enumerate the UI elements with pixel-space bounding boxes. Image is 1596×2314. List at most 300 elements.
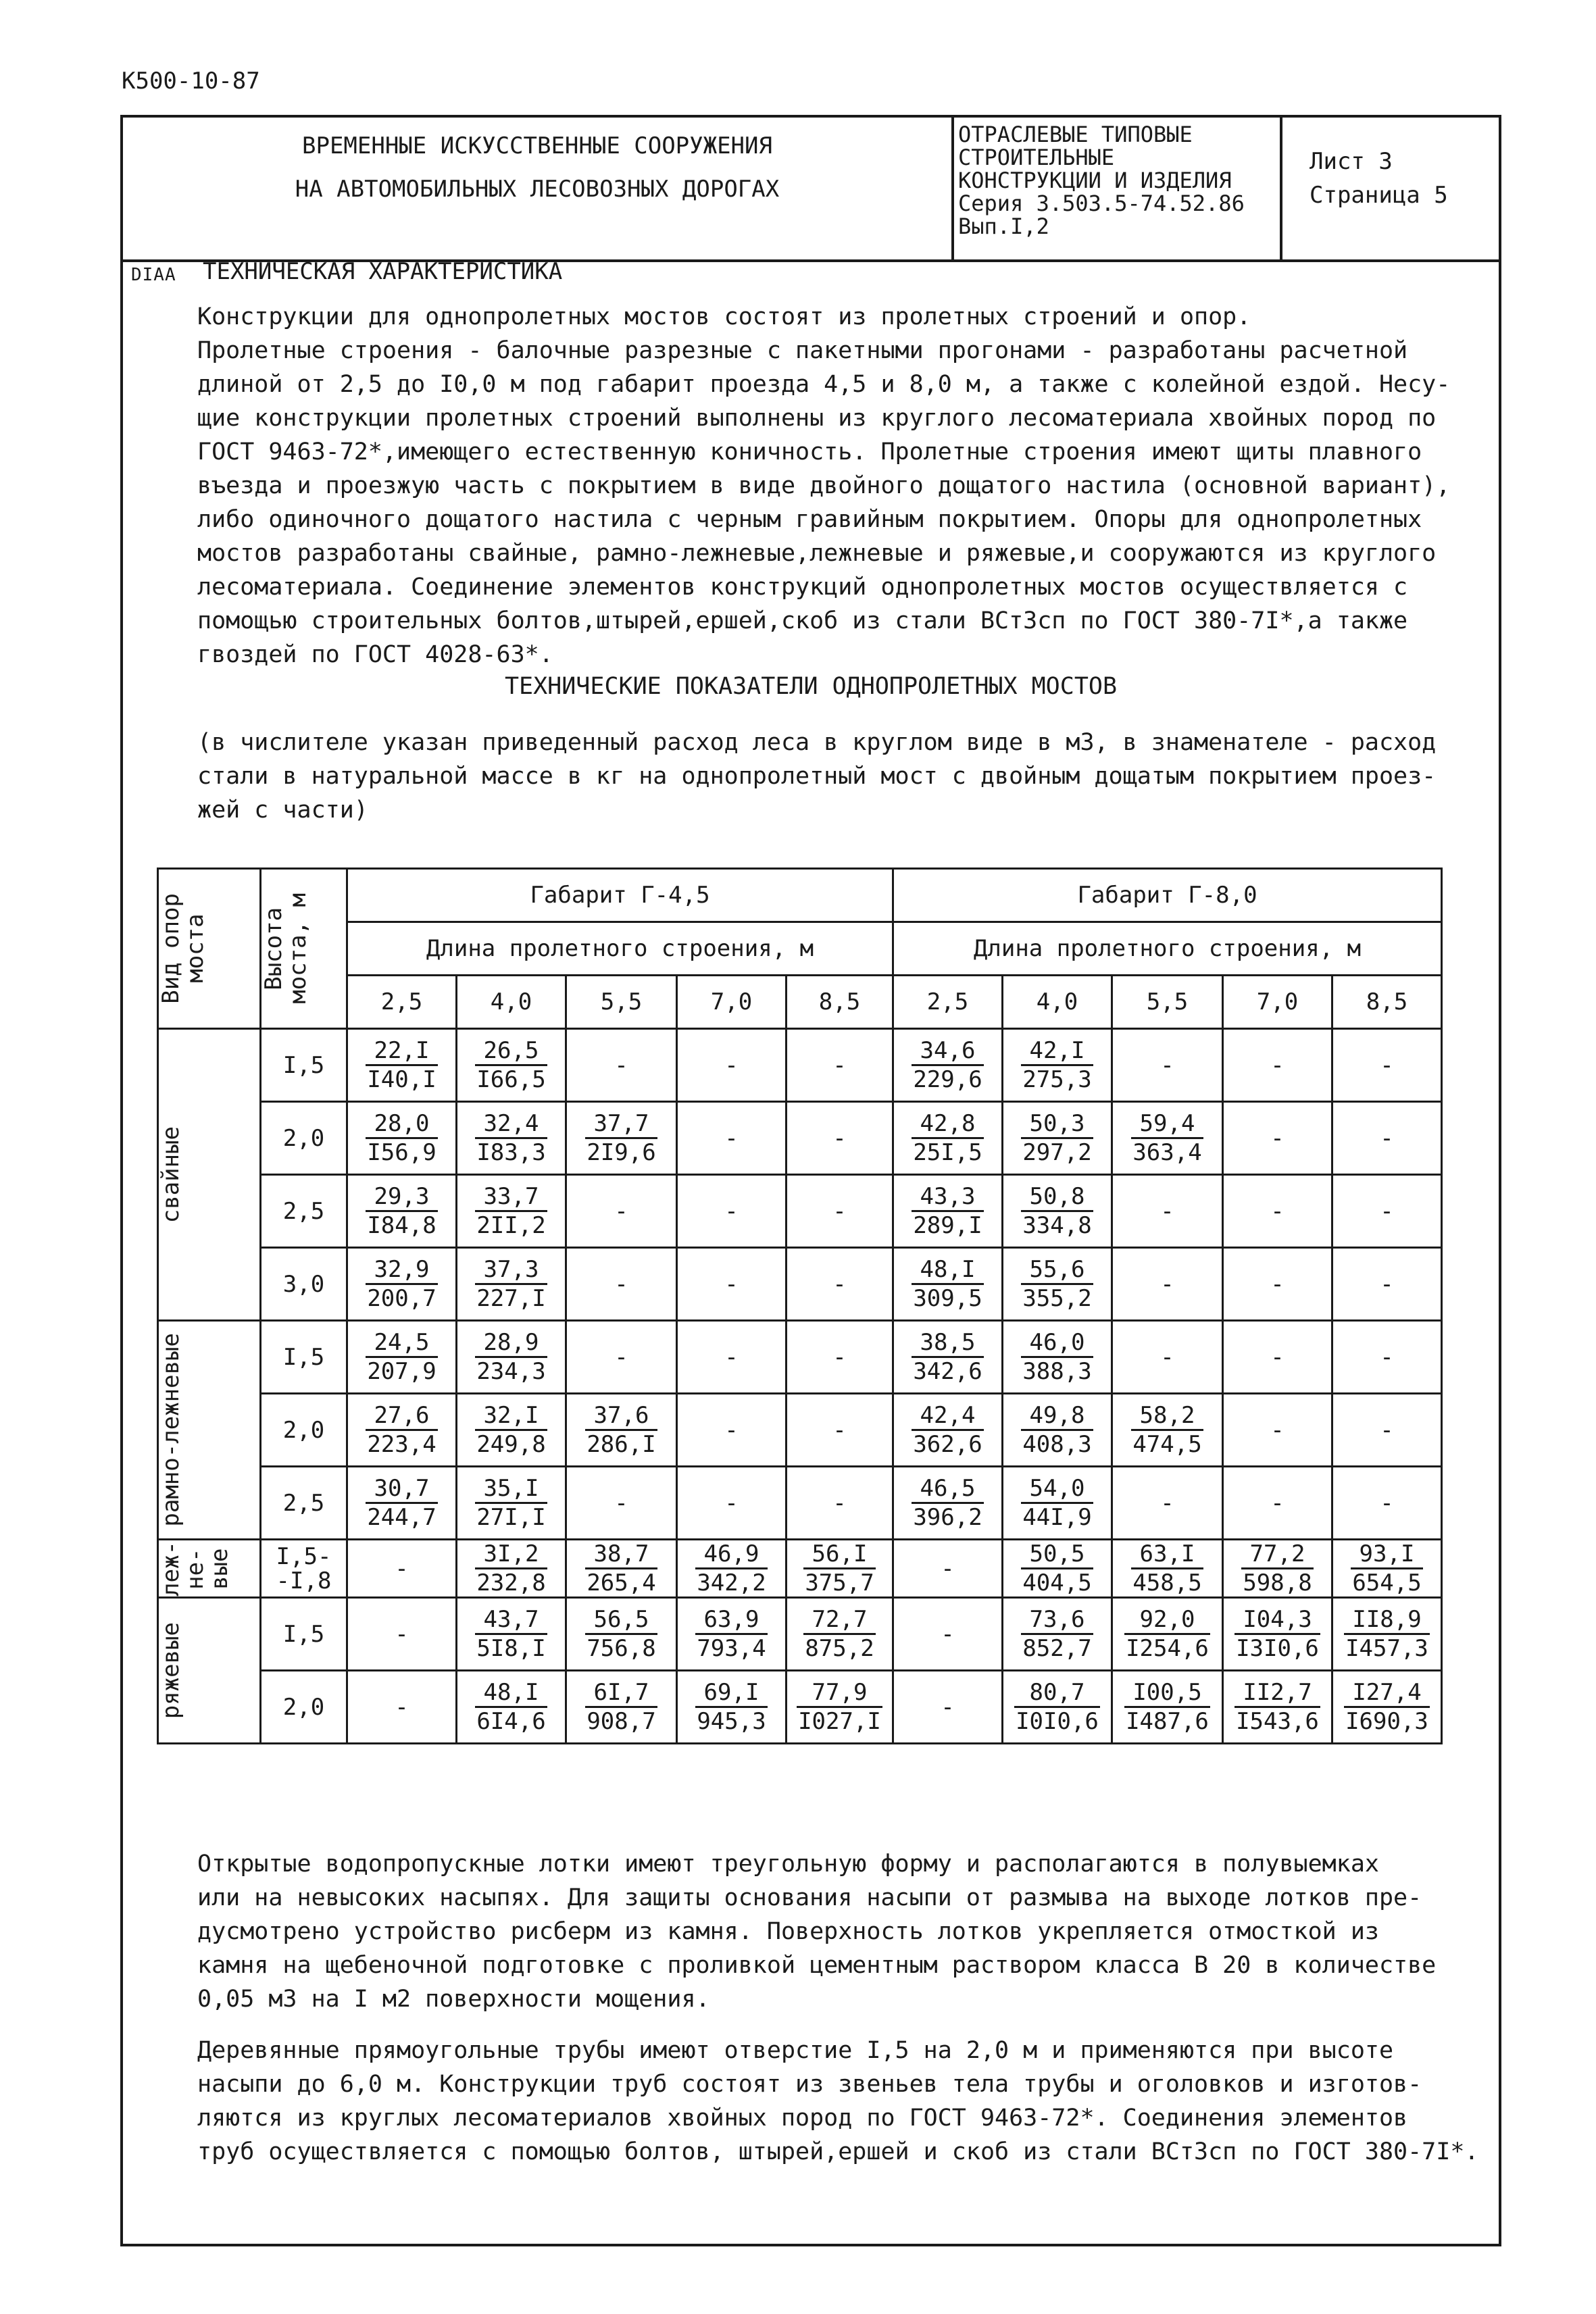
steel-mass: I0I0,6 xyxy=(1016,1708,1099,1735)
header-height xyxy=(261,869,347,1029)
fraction xyxy=(475,1110,547,1166)
fraction xyxy=(585,1540,657,1596)
timber-volume: 50,8 xyxy=(1021,1183,1093,1212)
table-cell xyxy=(347,1029,457,1102)
timber-volume: 37,6 xyxy=(585,1402,657,1431)
steel-mass: 342,2 xyxy=(697,1569,766,1596)
bridge-height: 2,5 xyxy=(261,1467,347,1540)
table-cell xyxy=(457,1321,566,1394)
table-cell xyxy=(1332,1540,1442,1598)
fraction xyxy=(1021,1256,1093,1312)
steel-mass: I40,I xyxy=(367,1066,437,1093)
steel-mass: I84,8 xyxy=(367,1212,437,1239)
code-mark: DIAA xyxy=(131,265,176,285)
table-cell xyxy=(893,1321,1003,1394)
fraction xyxy=(1021,1540,1093,1596)
series-line-4: Серия 3.503.5-74.52.86 xyxy=(958,191,1245,216)
steel-mass: 793,4 xyxy=(697,1635,766,1662)
table-cell xyxy=(566,1598,677,1671)
timber-volume: 38,5 xyxy=(912,1329,983,1358)
support-group-label: ряжевые xyxy=(157,1621,184,1719)
span-length-header-1: Длина пролетного строения, м xyxy=(347,922,893,976)
timber-volume: 30,7 xyxy=(366,1475,437,1504)
table-cell: - xyxy=(787,1029,893,1102)
steel-mass: 309,5 xyxy=(913,1285,982,1312)
support-group-label: леж- не- вые xyxy=(157,1540,233,1596)
gabarit-2-header: Габарит Г-8,0 xyxy=(893,869,1442,922)
table-cell xyxy=(457,1102,566,1175)
steel-mass: 375,7 xyxy=(805,1569,874,1596)
table-cell xyxy=(1003,1175,1112,1248)
table-cell xyxy=(347,1321,457,1394)
timber-volume: 42,I xyxy=(1021,1037,1093,1066)
timber-volume: 32,4 xyxy=(475,1110,547,1139)
fraction xyxy=(1021,1606,1093,1662)
table-cell xyxy=(1112,1671,1223,1744)
fraction xyxy=(475,1606,547,1662)
fraction xyxy=(1021,1183,1093,1239)
steel-mass: 396,2 xyxy=(913,1504,982,1531)
table-cell xyxy=(566,1102,677,1175)
table-cell xyxy=(893,1029,1003,1102)
timber-volume: 50,5 xyxy=(1021,1540,1093,1569)
table-cell xyxy=(457,1671,566,1744)
fraction xyxy=(912,1037,983,1093)
timber-volume: II2,7 xyxy=(1235,1679,1320,1708)
support-group-label: свайные xyxy=(157,1126,184,1224)
fraction xyxy=(475,1679,547,1735)
table-cell xyxy=(1332,1671,1442,1744)
table-row xyxy=(158,1175,1442,1248)
table-cell xyxy=(893,1467,1003,1540)
table-cell: - xyxy=(787,1467,893,1540)
steel-mass: 363,4 xyxy=(1132,1139,1202,1166)
table-cell xyxy=(893,1102,1003,1175)
trays-paragraph: Открытые водопропускные лотки имеют треугольную форму и располагаются в полувыемках или на невысоких насыпях. Для защиты основания насыпи от размыва на выходе лотков пре- дусмотрено устройство рисберм из камня. Поверхность лотков укрепляется отмосткой из камня на щебеночной подготовке с проливкой цементным раствором класса В 20 в количестве 0,05 м3 на I м2 поверхности мощения. xyxy=(197,1851,1437,2013)
table-cell xyxy=(677,1598,787,1671)
timber-volume: 27,6 xyxy=(366,1402,437,1431)
fraction xyxy=(475,1256,547,1312)
fraction xyxy=(1014,1679,1100,1735)
fraction xyxy=(1241,1540,1313,1596)
header-support-type xyxy=(158,869,261,1029)
table-cell xyxy=(893,1175,1003,1248)
steel-mass: 334,8 xyxy=(1022,1212,1092,1239)
table-cell: - xyxy=(1223,1175,1332,1248)
table-cell: - xyxy=(787,1394,893,1467)
table-cell xyxy=(1003,1248,1112,1321)
fraction xyxy=(912,1183,983,1239)
steel-mass: 756,8 xyxy=(587,1635,656,1662)
steel-mass: 598,8 xyxy=(1243,1569,1312,1596)
bridge-height: I,5 xyxy=(261,1029,347,1102)
timber-volume: 48,I xyxy=(475,1679,547,1708)
timber-volume: I27,4 xyxy=(1344,1679,1430,1708)
fraction xyxy=(912,1475,983,1531)
timber-volume: 37,3 xyxy=(475,1256,547,1285)
table-cell: - xyxy=(787,1175,893,1248)
table-cell: - xyxy=(1332,1321,1442,1394)
intro-paragraph-2: Пролетные строения - балочные разрезные с пакетными прогонами - разработаны расчетной длиной от 2,5 до I0,0 м под габарит проезда 4,5 и 8,0 м, а также с колейной ездой. Несу- щие конструкции пролетных строений выполнены из круглого лесоматериала хвойных пород по ГОСТ 9463-72*,имеющего естественную коничность. Пролетные строения имеют щиты плавного въезда и проезжую часть с покрытием в виде двойного дощатого настила (основной вариант), либо одиночного дощатого настила с черным гравийным покрытием. Опоры для однопролетных мостов разработаны свайные, рамно-лежневые,лежневые и ряжевые,и сооружаются из круглого лесоматериала. Соединение элементов конструкций однопролетных мостов осуществляется с помощью строительных болтов,штырей,ершей,скоб из стали ВСт3сп по ГОСТ 380-7I*,а также гвоздей по ГОСТ 4028-63*. xyxy=(197,337,1451,668)
table-cell xyxy=(457,1598,566,1671)
fraction xyxy=(585,1606,657,1662)
table-cell: - xyxy=(1223,1321,1332,1394)
steel-mass: 244,7 xyxy=(367,1504,437,1531)
table-cell xyxy=(566,1671,677,1744)
timber-volume: 69,I xyxy=(695,1679,767,1708)
timber-volume: 63,I xyxy=(1131,1540,1203,1569)
table-cell: - xyxy=(1332,1248,1442,1321)
intro-paragraph-1: Конструкции для однопролетных мостов состоят из пролетных строений и опор. xyxy=(197,303,1251,330)
steel-mass: 27I,I xyxy=(476,1504,546,1531)
timber-volume: 72,7 xyxy=(803,1606,875,1635)
support-group xyxy=(158,1598,261,1744)
steel-mass: 408,3 xyxy=(1022,1431,1092,1458)
table-cell xyxy=(1003,1540,1112,1598)
steel-mass: I3I0,6 xyxy=(1236,1635,1319,1662)
doc-code: К500-10-87 xyxy=(122,68,260,95)
fraction xyxy=(366,1110,437,1166)
fraction xyxy=(695,1540,767,1596)
timber-volume: 56,I xyxy=(803,1540,875,1569)
table-cell xyxy=(457,1540,566,1598)
fraction xyxy=(912,1329,983,1385)
timber-volume: 48,I xyxy=(912,1256,983,1285)
fraction xyxy=(475,1329,547,1385)
span-length-6: 2,5 xyxy=(893,976,1003,1029)
timber-volume: 92,0 xyxy=(1124,1606,1210,1635)
fraction xyxy=(366,1402,437,1458)
timber-volume: 32,I xyxy=(475,1402,547,1431)
steel-mass: 223,4 xyxy=(367,1431,437,1458)
technical-indicators-table xyxy=(157,867,1443,1744)
fraction xyxy=(1021,1110,1093,1166)
sheet-block xyxy=(1282,118,1499,259)
fraction xyxy=(803,1606,875,1662)
timber-volume: 34,6 xyxy=(912,1037,983,1066)
timber-volume: 24,5 xyxy=(366,1329,437,1358)
timber-volume: 6I,7 xyxy=(585,1679,657,1708)
support-group xyxy=(158,1321,261,1540)
steel-mass: I254,6 xyxy=(1126,1635,1209,1662)
table-cell: - xyxy=(677,1321,787,1394)
table-cell: - xyxy=(893,1540,1003,1598)
timber-volume: 63,9 xyxy=(695,1606,767,1635)
steel-mass: I690,3 xyxy=(1345,1708,1428,1735)
steel-mass: I027,I xyxy=(798,1708,881,1735)
span-length-10: 8,5 xyxy=(1332,976,1442,1029)
title-line-1: ВРЕМЕННЫЕ ИСКУССТВЕННЫЕ СООРУЖЕНИЯ xyxy=(302,132,772,159)
table-cell xyxy=(1112,1102,1223,1175)
table-cell: - xyxy=(677,1394,787,1467)
steel-mass: 908,7 xyxy=(587,1708,656,1735)
timber-volume: 50,3 xyxy=(1021,1110,1093,1139)
table-row xyxy=(158,1540,1442,1598)
span-length-5: 8,5 xyxy=(787,976,893,1029)
table-cell: - xyxy=(677,1175,787,1248)
steel-mass: 229,6 xyxy=(913,1066,982,1093)
timber-volume: 93,I xyxy=(1351,1540,1422,1569)
fraction xyxy=(475,1540,547,1596)
fraction xyxy=(912,1110,983,1166)
bridge-height: 2,0 xyxy=(261,1102,347,1175)
timber-volume: 26,5 xyxy=(475,1037,547,1066)
table-cell: - xyxy=(347,1598,457,1671)
table-cell: - xyxy=(1112,1175,1223,1248)
timber-volume: 73,6 xyxy=(1021,1606,1093,1635)
table-cell: - xyxy=(566,1248,677,1321)
table-cell xyxy=(677,1671,787,1744)
steel-mass: 234,3 xyxy=(476,1358,546,1385)
table-cell xyxy=(1223,1671,1332,1744)
timber-volume: 38,7 xyxy=(585,1540,657,1569)
height-label: Высота моста, м xyxy=(260,893,311,1004)
fraction xyxy=(912,1256,983,1312)
fraction xyxy=(695,1606,767,1662)
table-cell xyxy=(1003,1029,1112,1102)
section-heading: ТЕХНИЧЕСКАЯ ХАРАКТЕРИСТИКА xyxy=(203,258,563,285)
table-cell xyxy=(787,1598,893,1671)
table-cell: - xyxy=(1332,1175,1442,1248)
steel-mass: 232,8 xyxy=(476,1569,546,1596)
table-cell xyxy=(1003,1671,1112,1744)
table-row xyxy=(158,1467,1442,1540)
timber-volume: 46,5 xyxy=(912,1475,983,1504)
steel-mass: 25I,5 xyxy=(913,1139,982,1166)
table-cell: - xyxy=(1223,1029,1332,1102)
series-line-5: Вып.I,2 xyxy=(958,213,1049,239)
table-cell: - xyxy=(893,1671,1003,1744)
steel-mass: 474,5 xyxy=(1132,1431,1202,1458)
fraction xyxy=(1344,1679,1430,1735)
table-cell: - xyxy=(787,1102,893,1175)
table-cell: - xyxy=(566,1321,677,1394)
table-cell: - xyxy=(1112,1321,1223,1394)
steel-mass: 852,7 xyxy=(1022,1635,1092,1662)
support-type-label: Вид опор моста xyxy=(157,893,209,1004)
timber-volume: 46,0 xyxy=(1021,1329,1093,1358)
steel-mass: 200,7 xyxy=(367,1285,437,1312)
table-cell: - xyxy=(787,1248,893,1321)
fraction xyxy=(475,1402,547,1458)
table-cell xyxy=(677,1540,787,1598)
table-cell: - xyxy=(1332,1394,1442,1467)
steel-mass: 286,I xyxy=(587,1431,656,1458)
page-frame xyxy=(120,115,1501,2246)
fraction xyxy=(1131,1540,1203,1596)
steel-mass: 227,I xyxy=(476,1285,546,1312)
timber-volume: 3I,2 xyxy=(475,1540,547,1569)
series-line-2: СТРОИТЕЛЬНЫЕ xyxy=(958,145,1115,170)
table-cell: - xyxy=(1223,1467,1332,1540)
table-cell: - xyxy=(893,1598,1003,1671)
steel-mass: 945,3 xyxy=(697,1708,766,1735)
table-cell: - xyxy=(677,1248,787,1321)
timber-volume: 33,7 xyxy=(475,1183,547,1212)
steel-mass: 875,2 xyxy=(805,1635,874,1662)
table-cell xyxy=(1112,1394,1223,1467)
table-title: ТЕХНИЧЕСКИЕ ПОКАЗАТЕЛИ ОДНОПРОЛЕТНЫХ МОСТОВ xyxy=(504,673,1118,700)
table-cell xyxy=(787,1671,893,1744)
fraction xyxy=(1021,1402,1093,1458)
steel-mass: I487,6 xyxy=(1126,1708,1209,1735)
table-row xyxy=(158,1029,1442,1102)
fraction xyxy=(1021,1037,1093,1093)
series-block xyxy=(954,118,1282,259)
fraction xyxy=(1235,1679,1320,1735)
table-cell xyxy=(347,1394,457,1467)
series-line-1: ОТРАСЛЕВЫЕ ТИПОВЫЕ xyxy=(958,122,1193,147)
fraction xyxy=(1131,1402,1203,1458)
timber-volume: 29,3 xyxy=(366,1183,437,1212)
steel-mass: 297,2 xyxy=(1022,1139,1092,1166)
table-cell xyxy=(1003,1598,1112,1671)
timber-volume: 42,4 xyxy=(912,1402,983,1431)
pipes-paragraph: Деревянные прямоугольные трубы имеют отверстие I,5 на 2,0 м и применяются при высоте насыпи до 6,0 м. Конструкции труб состоят из звеньев тела трубы и оголовков и изготов- ляются из круглых лесоматериалов хвойных пород по ГОСТ 9463-72*. Соединения элементов труб осуществляется с помощью болтов, штырей,ершей и скоб из стали ВСт3сп по ГОСТ 380-7I*. xyxy=(197,2037,1479,2165)
timber-volume: I00,5 xyxy=(1124,1679,1210,1708)
steel-mass: 6I4,6 xyxy=(476,1708,546,1735)
fraction xyxy=(1124,1606,1210,1662)
table-row xyxy=(158,1671,1442,1744)
span-length-8: 5,5 xyxy=(1112,976,1223,1029)
fraction xyxy=(1021,1329,1093,1385)
table-cell xyxy=(893,1248,1003,1321)
table-cell: - xyxy=(347,1671,457,1744)
timber-volume: 35,I xyxy=(475,1475,547,1504)
timber-volume: 55,6 xyxy=(1021,1256,1093,1285)
fraction xyxy=(1235,1606,1320,1662)
steel-mass: 5I8,I xyxy=(476,1635,546,1662)
steel-mass: 289,I xyxy=(913,1212,982,1239)
table-cell: - xyxy=(677,1029,787,1102)
steel-mass: 404,5 xyxy=(1022,1569,1092,1596)
table-cell xyxy=(1112,1540,1223,1598)
fraction xyxy=(695,1679,767,1735)
table-cell: - xyxy=(566,1175,677,1248)
table-row xyxy=(158,1394,1442,1467)
span-length-7: 4,0 xyxy=(1003,976,1112,1029)
table-cell xyxy=(457,1467,566,1540)
table-row xyxy=(158,1102,1442,1175)
series-line-3: КОНСТРУКЦИИ И ИЗДЕЛИЯ xyxy=(958,168,1232,193)
page-number: Страница 5 xyxy=(1310,182,1448,209)
span-length-9: 7,0 xyxy=(1223,976,1332,1029)
timber-volume: 32,9 xyxy=(366,1256,437,1285)
steel-mass: I457,3 xyxy=(1345,1635,1428,1662)
steel-mass: 362,6 xyxy=(913,1431,982,1458)
table-cell xyxy=(1223,1540,1332,1598)
table-cell xyxy=(1003,1467,1112,1540)
span-length-1: 2,5 xyxy=(347,976,457,1029)
table-cell xyxy=(347,1248,457,1321)
table-cell: - xyxy=(677,1467,787,1540)
timber-volume: 54,0 xyxy=(1021,1475,1093,1504)
steel-mass: 44I,9 xyxy=(1022,1504,1092,1531)
table-cell: - xyxy=(1332,1029,1442,1102)
table-cell xyxy=(457,1175,566,1248)
bridge-height: 2,5 xyxy=(261,1175,347,1248)
steel-mass: I56,9 xyxy=(367,1139,437,1166)
timber-volume: 46,9 xyxy=(695,1540,767,1569)
fraction xyxy=(585,1679,657,1735)
timber-volume: 77,9 xyxy=(797,1679,882,1708)
steel-mass: 265,4 xyxy=(587,1569,656,1596)
support-group-label: рамно-лежневые xyxy=(157,1333,184,1527)
steel-mass: 654,5 xyxy=(1352,1569,1422,1596)
fraction xyxy=(1124,1679,1210,1735)
timber-volume: 22,I xyxy=(366,1037,437,1066)
table-cell xyxy=(1003,1394,1112,1467)
span-length-header-2: Длина пролетного строения, м xyxy=(893,922,1442,976)
fraction xyxy=(366,1183,437,1239)
timber-volume: 43,7 xyxy=(475,1606,547,1635)
fraction xyxy=(1351,1540,1422,1596)
span-length-2: 4,0 xyxy=(457,976,566,1029)
table-cell xyxy=(566,1540,677,1598)
table-cell: - xyxy=(566,1467,677,1540)
fraction xyxy=(366,1329,437,1385)
steel-mass: I543,6 xyxy=(1236,1708,1319,1735)
support-group xyxy=(158,1029,261,1321)
table-cell xyxy=(457,1394,566,1467)
steel-mass: 2I9,6 xyxy=(587,1139,656,1166)
table-row xyxy=(158,1321,1442,1394)
table-cell: - xyxy=(1112,1029,1223,1102)
bridge-height: 2,0 xyxy=(261,1671,347,1744)
fraction xyxy=(366,1256,437,1312)
fraction xyxy=(366,1037,437,1093)
table-row xyxy=(158,1598,1442,1671)
timber-volume: 37,7 xyxy=(585,1110,657,1139)
steel-mass: I66,5 xyxy=(476,1066,546,1093)
fraction xyxy=(1021,1475,1093,1531)
timber-volume: 58,2 xyxy=(1131,1402,1203,1431)
table-cell xyxy=(347,1175,457,1248)
timber-volume: 49,8 xyxy=(1021,1402,1093,1431)
fraction xyxy=(585,1110,657,1166)
table-cell: - xyxy=(1223,1102,1332,1175)
steel-mass: 342,6 xyxy=(913,1358,982,1385)
timber-volume: I04,3 xyxy=(1235,1606,1320,1635)
table-cell xyxy=(457,1248,566,1321)
table-note: (в числителе указан приведенный расход леса в круглом виде в м3, в знаменателе - расход стали в натуральной массе в кг на однопролетный мост с двойным дощатым покрытием проез- жей с части) xyxy=(197,729,1437,824)
fraction xyxy=(475,1183,547,1239)
bridge-height: I,5- -I,8 xyxy=(261,1540,347,1598)
table-cell: - xyxy=(1223,1248,1332,1321)
fraction xyxy=(912,1402,983,1458)
table-cell: - xyxy=(787,1321,893,1394)
title-block xyxy=(123,118,1499,262)
table-cell: - xyxy=(566,1029,677,1102)
bridge-height: I,5 xyxy=(261,1321,347,1394)
timber-volume: 28,0 xyxy=(366,1110,437,1139)
fraction xyxy=(366,1475,437,1531)
sheet-number: Лист 3 xyxy=(1310,148,1393,175)
table-cell: - xyxy=(1112,1248,1223,1321)
timber-volume: 56,5 xyxy=(585,1606,657,1635)
steel-mass: 355,2 xyxy=(1022,1285,1092,1312)
support-group xyxy=(158,1540,261,1598)
table-cell: - xyxy=(347,1540,457,1598)
steel-mass: 2II,2 xyxy=(476,1212,546,1239)
table-cell xyxy=(1112,1598,1223,1671)
table-cell: - xyxy=(1332,1102,1442,1175)
timber-volume: 43,3 xyxy=(912,1183,983,1212)
timber-volume: 77,2 xyxy=(1241,1540,1313,1569)
timber-volume: 80,7 xyxy=(1014,1679,1100,1708)
fraction xyxy=(475,1037,547,1093)
table-row xyxy=(158,1248,1442,1321)
